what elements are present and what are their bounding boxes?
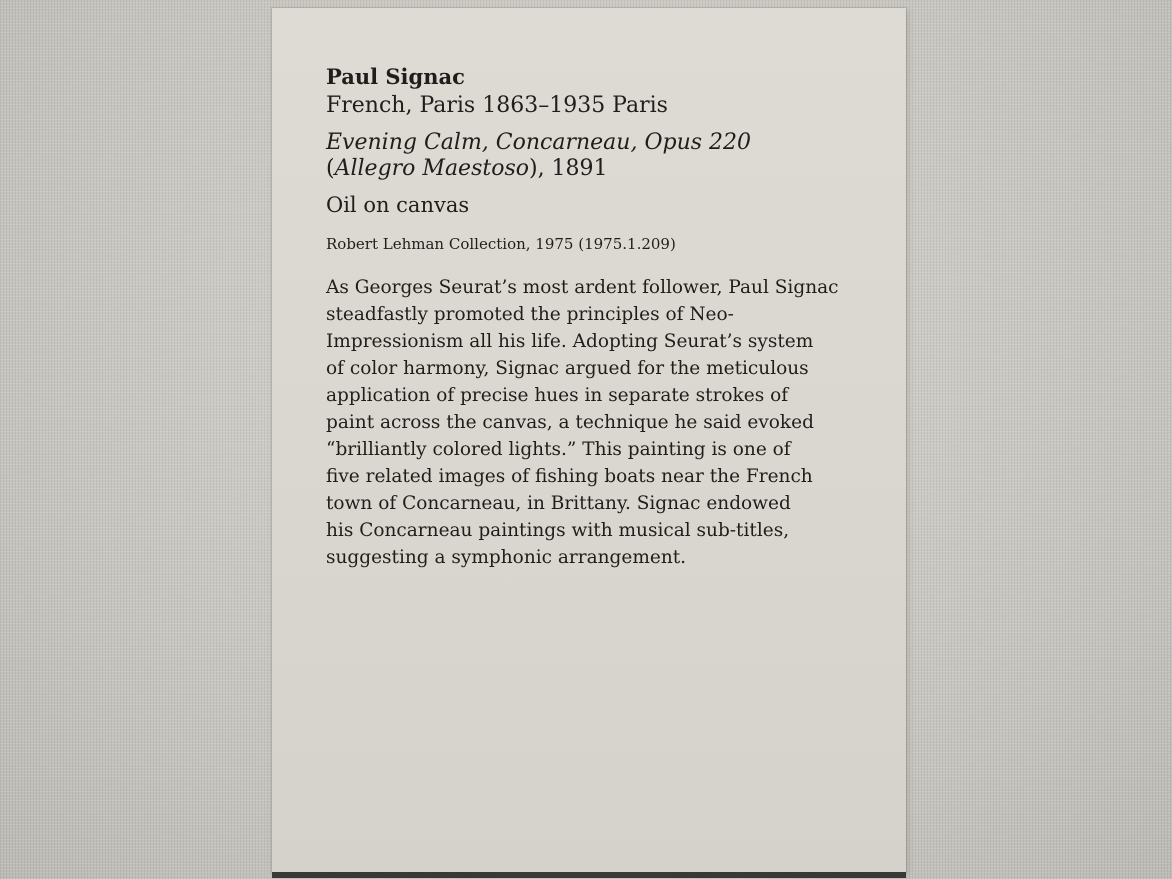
museum-wall-label: [272, 8, 906, 872]
artwork-title: [326, 130, 866, 182]
artwork-date: ), 1891: [528, 156, 608, 181]
artist-name: Paul Signac: [326, 64, 465, 89]
artist-bio: French, Paris 1863–1935 Paris: [326, 93, 668, 118]
label-bottom-shadow: [272, 872, 906, 878]
artwork-medium: Oil on canvas: [326, 193, 470, 217]
artwork-subtitle: Allegro Maestoso: [334, 156, 529, 181]
label-text-block: [326, 64, 866, 571]
label-description: As Georges Seurat’s most ardent follower, Paul Signac steadfastly promoted the principles of Neo- Impressionism all his life. Adopting Seurat’s system of color harmony, Signac argued for the meticulous application of precise hues in separate strokes of paint across the canvas, a technique he said evoked “brilliantly colored lights.” This painting is one of five related images of fishing boats near the French town of Concarneau, in Brittany. Signac endowed his Concarneau paintings with musical sub-titles, suggesting a symphonic arrangement.: [326, 277, 839, 568]
credit-line: Robert Lehman Collection, 1975 (1975.1.209): [326, 235, 676, 253]
artwork-title-paren-open: (: [326, 156, 335, 181]
artwork-title-line1: Evening Calm, Concarneau, Opus 220: [326, 130, 752, 155]
